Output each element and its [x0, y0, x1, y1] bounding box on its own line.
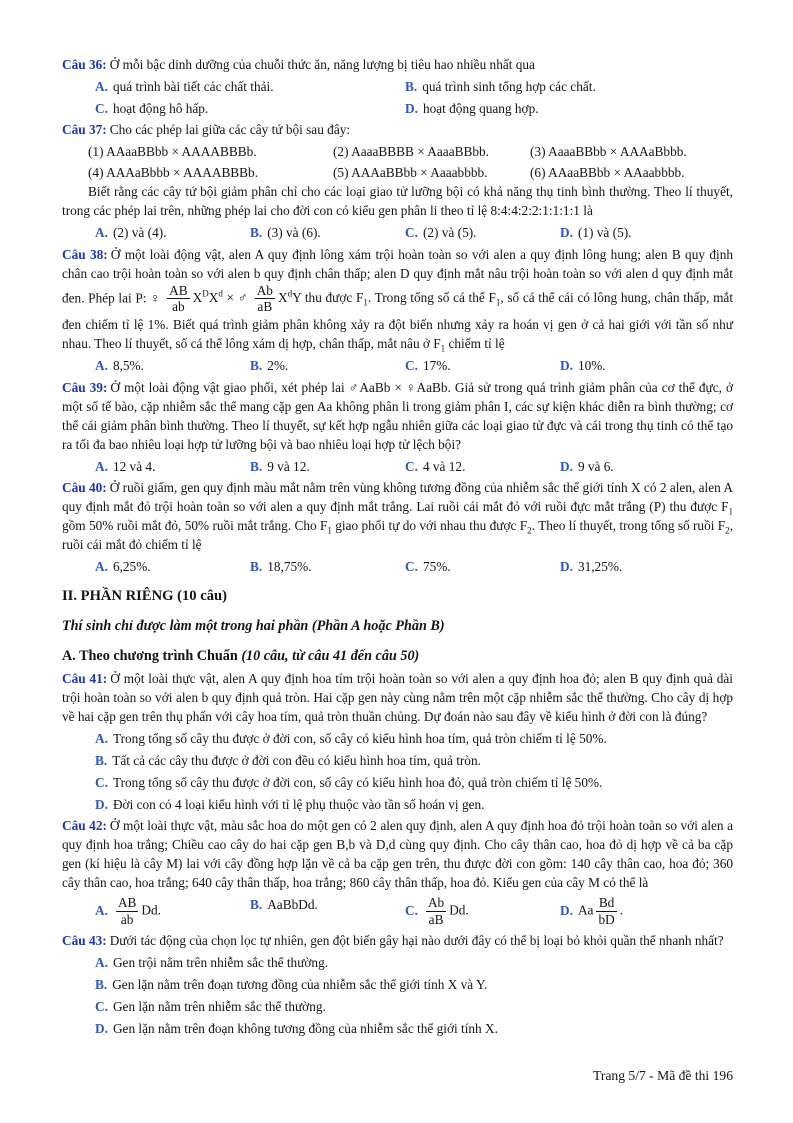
fraction-numerator: Ab	[427, 895, 445, 911]
option-40-a	[95, 557, 250, 576]
fraction-numerator: AB	[169, 282, 188, 298]
option-41-d	[62, 795, 733, 814]
option-text: Dd.	[141, 902, 161, 918]
question-37-text: Cho các phép lai giữa các cây tứ bội sau đây:	[109, 122, 351, 137]
question-39-stem	[62, 378, 733, 454]
option-text: Gen trội nằm trên nhiễm sắc thể thường.	[112, 954, 329, 970]
question-39-text: Ở một loài động vật giao phối, xét phép lai ♂AaBb × ♀AaBb. Giả sử trong quá trình giảm phân của cơ thể đực, ở một số tế bào, cặp nhiễm sắc thể mang cặp gen Aa không phân li trong giảm phân I, các sự kiện khác diễn ra bình thường; cơ thể cái giảm phân bình thường. Theo lí thuyết, sự kết hợp ngẫu nhiên giữa các loại giao tử đực và cái trong thụ tinh có thể tạo ra tối đa bao nhiêu loại hợp tử lưỡng bội và bao nhiêu loại hợp tử lệch bội?	[62, 379, 733, 452]
option-letter: A.	[95, 954, 108, 970]
option-text: Đời con có 4 loại kiểu hình với tỉ lệ phụ thuộc vào tần số hoán vị gen.	[112, 796, 485, 812]
question-39	[62, 378, 733, 476]
option-41-c	[62, 773, 733, 792]
option-letter: B.	[95, 752, 108, 768]
option-text: 8,5%.	[112, 358, 144, 374]
option-letter: B.	[250, 225, 263, 240]
option-letter: A.	[95, 225, 108, 240]
option-38-d	[560, 356, 733, 375]
fraction-denominator: ab	[172, 299, 185, 315]
option-37-c	[405, 223, 560, 242]
option-36-b	[405, 77, 733, 96]
question-37	[62, 120, 733, 242]
option-letter: C.	[405, 225, 418, 240]
option-letter: A.	[95, 730, 108, 746]
option-letter: C.	[95, 100, 108, 116]
question-41-text: Ở một loài thực vật, alen A quy định hoa tím trội hoàn toàn so với alen a quy định hoa đỏ; alen B quy định quả dài trội hoàn toàn so với alen b quy định quả tròn. Hai cặp gen này cùng nằm trên một cặp nhiễm sắc thể thường. Cho cây dị hợp về hai cặp gen trên thụ phấn với cây hoa tím, quả tròn thuần chủng. Dự đoán nào sau đây về kiểu hình ở đời con là đúng?	[62, 670, 733, 724]
option-42-c	[405, 895, 560, 928]
genotype-fraction	[255, 284, 275, 315]
question-36-options-row-1	[62, 77, 733, 96]
genotype-fraction	[116, 896, 138, 927]
option-text: 12 và 4.	[112, 458, 156, 474]
cross-item-4: (4) AAAaBbbb × AAAABBBb.	[88, 165, 259, 180]
option-text: 10%.	[577, 358, 606, 374]
question-43	[62, 931, 733, 1038]
question-36-stem	[62, 55, 733, 74]
option-43-b	[62, 975, 733, 994]
option-42-a	[95, 895, 250, 928]
fraction-denominator: bD	[598, 912, 615, 928]
question-38-stem	[62, 245, 733, 354]
question-37-options-row	[62, 223, 733, 242]
option-41-b	[62, 751, 733, 770]
option-43-a	[62, 953, 733, 972]
question-42	[62, 816, 733, 928]
option-letter: D.	[560, 458, 573, 474]
question-36	[62, 55, 733, 118]
option-text: 75%.	[422, 559, 451, 575]
option-letter: B.	[95, 976, 108, 992]
option-38-c	[405, 356, 560, 375]
option-letter: D.	[405, 100, 418, 116]
question-39-options-row	[62, 457, 733, 476]
question-36-text: Ở mỗi bậc dinh dưỡng của chuỗi thức ăn, năng lượng bị tiêu hao nhiều nhất qua	[109, 56, 535, 72]
option-42-d	[560, 895, 733, 928]
part-a-heading	[62, 646, 733, 666]
option-text: quá trình bài tiết các chất thải.	[112, 78, 274, 94]
cross-item-5: (5) AAAaBBbb × Aaaabbbb.	[333, 165, 488, 180]
option-letter: D.	[560, 225, 573, 240]
option-text: Gen lặn nằm trên đoạn tương đồng của nhiễm sắc thể giới tính X và Y.	[112, 976, 488, 992]
question-40-stem	[62, 478, 733, 554]
option-text: (2) và (4).	[112, 225, 167, 240]
option-letter: C.	[405, 358, 418, 374]
option-letter: A.	[95, 78, 108, 94]
option-letter: D.	[560, 559, 573, 575]
cross-item-6: (6) AAaaBBbb × AAaabbbb.	[530, 165, 685, 180]
option-letter: B.	[405, 78, 418, 94]
question-40-text: Ở ruồi giấm, gen quy định màu mắt nằm trên vùng không tương đồng của nhiễm sắc thể giới tính X có 2 alen, alen A quy định mắt đỏ trội hoàn toàn so với alen a quy định mắt trắng. Lai ruồi cái mắt đỏ với ruồi đực mắt trắng (P) thu được $F_1$ gồm 50% ruồi mắt đỏ, 50% ruồi mắt trắng. Cho $F_1$ giao phối tự do với nhau thu được $F_2$. Theo lí thuyết, trong tổng số ruồi $F_2$, ruồi cái mắt đỏ chiếm tỉ lệ	[62, 480, 734, 553]
option-text: quá trình sinh tổng hợp các chất.	[422, 78, 596, 94]
option-letter: A.	[95, 902, 108, 918]
question-41	[62, 669, 733, 814]
question-38-text-3: $X^dY$ thu được $F_1$. Trong tổng số cá thể $F_1$, số cá thể cái có lông hung, chân thấp, mắt đen chiếm tỉ lệ 1%. Biết quá trình giảm phân không xảy ra đột biến nhưng xảy ra hoán vị gen ở cả hai giới với tần số như nhau. Theo lí thuyết, số cá thể lông xám dị hợp, chân thấp, mắt nâu ở $F_1$ chiếm tỉ lệ	[62, 288, 734, 355]
question-38-text-1: Ở một loài động vật, alen A quy định lông xám trội hoàn toàn so với alen a quy định lông hung; alen B quy định chân cao trội hoàn toàn so với alen b quy định chân thấp; alen D quy định mắt nâu trội hoàn toàn so với alen d quy định mắt đen. Phép lai P: ♀	[62, 246, 733, 305]
option-letter: B.	[250, 559, 263, 575]
option-38-b	[250, 356, 405, 375]
question-38-label: Câu 38:	[62, 246, 108, 262]
option-39-b	[250, 457, 405, 476]
question-36-label: Câu 36:	[62, 56, 107, 72]
question-37-note: Biết rằng các cây tứ bội giảm phân chỉ cho các loại giao tử lưỡng bội có khả năng thụ tinh bình thường. Theo lí thuyết, trong các phép lai trên, những phép lai cho đời con có kiểu gen phân li theo tỉ lệ 8:4:4:2:2:1:1:1:1 là	[62, 184, 733, 218]
question-37-crosses-row-1	[62, 142, 733, 161]
fraction-numerator: Bd	[596, 896, 616, 912]
fraction-denominator: ab	[120, 912, 134, 928]
question-38	[62, 245, 733, 376]
option-text: 2%.	[267, 358, 289, 374]
question-42-options-row	[62, 895, 733, 928]
section-2-note: Thí sinh chỉ được làm một trong hai phần (Phần A hoặc Phần B)	[62, 618, 445, 635]
option-text: Gen lặn nằm trên nhiễm sắc thể thường.	[112, 998, 326, 1014]
option-37-a	[95, 223, 250, 242]
option-text: 17%.	[422, 358, 451, 374]
option-39-d	[560, 457, 733, 476]
genotype-fraction	[596, 896, 616, 927]
option-text: 18,75%.	[267, 559, 312, 575]
question-38-options-row	[62, 356, 733, 375]
fraction-denominator: aB	[428, 912, 444, 928]
option-38-a	[95, 356, 250, 375]
option-37-d	[560, 223, 733, 242]
option-41-a	[62, 729, 733, 748]
option-text: hoạt động hô hấp.	[112, 100, 209, 116]
option-letter: A.	[95, 358, 108, 374]
option-39-c	[405, 457, 560, 476]
option-text: 31,25%.	[577, 559, 623, 575]
question-43-text: Dưới tác động của chọn lọc tự nhiên, gen đột biến gây hại nào dưới đây có thể bị loại bỏ khỏi quần thể nhanh nhất?	[109, 932, 724, 948]
option-43-c	[62, 997, 733, 1016]
option-letter: C.	[95, 998, 108, 1014]
option-42-b	[250, 895, 405, 928]
question-40-label: Câu 40:	[62, 480, 107, 496]
option-text: Gen lặn nằm trên đoạn không tương đồng của nhiễm sắc thể giới tính X.	[112, 1020, 498, 1036]
question-43-stem	[62, 931, 733, 950]
option-text: Aa	[577, 902, 594, 918]
cross-item-3: (3) AaaaBBbb × AAAaBbbb.	[530, 143, 687, 159]
option-letter: D.	[95, 1020, 108, 1036]
question-38-text-2: $X^DX^d$ × ♂	[192, 288, 249, 305]
option-letter: A.	[95, 458, 108, 474]
genotype-fraction	[426, 896, 446, 927]
option-text: Tất cả các cây thu được ở đời con đều có kiểu hình hoa tím, quả tròn.	[112, 752, 481, 768]
page-footer: Trang 5/7 - Mã đề thi 196	[593, 1068, 733, 1083]
option-text: hoạt động quang hợp.	[422, 100, 539, 116]
option-letter: D.	[560, 358, 573, 374]
option-36-a	[95, 77, 405, 96]
option-letter: C.	[405, 559, 418, 575]
question-36-options-row-2	[62, 99, 733, 118]
question-41-stem	[62, 669, 733, 726]
option-36-d	[405, 99, 733, 118]
question-43-label: Câu 43:	[62, 932, 107, 948]
option-40-b	[250, 557, 405, 576]
question-39-label: Câu 39:	[62, 379, 108, 395]
cross-item-1: (1) AAaaBBbb × AAAABBBb.	[88, 143, 257, 159]
genotype-fraction	[167, 284, 189, 315]
option-text: .	[619, 902, 624, 918]
fraction-denominator: aB	[257, 299, 273, 315]
option-letter: A.	[95, 559, 108, 575]
option-text: Trong tổng số cây thu được ở đời con, số cây có kiểu hình hoa tím, quả tròn chiếm tỉ lệ 50%.	[112, 730, 607, 746]
question-40-options-row	[62, 557, 733, 576]
option-letter: B.	[250, 897, 263, 913]
question-37-stem	[62, 120, 733, 139]
option-letter: D.	[95, 796, 108, 812]
option-40-c	[405, 557, 560, 576]
option-text: (3) và (6).	[267, 225, 321, 240]
option-letter: D.	[560, 902, 573, 918]
option-letter: C.	[405, 902, 418, 918]
question-37-crosses-row-2	[62, 163, 733, 182]
question-42-label: Câu 42:	[62, 818, 107, 834]
option-text: (2) và (5).	[422, 225, 477, 240]
option-text: (1) và (5).	[577, 225, 632, 240]
question-41-label: Câu 41:	[62, 670, 108, 686]
option-text: 4 và 12.	[422, 458, 466, 474]
option-letter: B.	[250, 458, 263, 474]
fraction-numerator: Ab	[256, 282, 273, 298]
option-37-b	[250, 223, 405, 242]
option-letter: C.	[95, 774, 108, 790]
option-39-a	[95, 457, 250, 476]
option-text: 9 và 12.	[267, 458, 310, 474]
cross-item-2: (2) AaaaBBBB × AaaaBBbb.	[333, 143, 489, 159]
part-a-label: A. Theo chương trình Chuẩn	[62, 648, 238, 665]
option-40-d	[560, 557, 733, 576]
section-2-heading: II. PHẦN RIÊNG (10 câu)	[62, 588, 227, 605]
fraction-numerator: AB	[117, 895, 137, 911]
option-43-d	[62, 1019, 733, 1038]
option-text: Dd.	[449, 902, 469, 918]
part-a-detail: (10 câu, từ câu 41 đến câu 50)	[241, 648, 420, 665]
question-40	[62, 478, 733, 576]
question-42-stem	[62, 816, 733, 892]
option-text: AaBbDd.	[267, 897, 318, 913]
page-content	[62, 52, 733, 1038]
option-text: 6,25%.	[112, 559, 151, 575]
option-letter: B.	[250, 358, 263, 374]
option-text: 9 và 6.	[577, 458, 614, 474]
option-letter: C.	[405, 458, 418, 474]
question-37-label: Câu 37:	[62, 122, 107, 137]
option-text: Trong tổng số cây thu được ở đời con, số cây có kiểu hình hoa đỏ, quả tròn chiếm tỉ lệ 50%.	[112, 774, 603, 790]
question-42-text: Ở một loài thực vật, màu sắc hoa do một gen có 2 alen quy định, alen A quy định hoa đỏ trội hoàn toàn so với alen a quy định hoa trắng; Chiều cao cây do hai cặp gen B,b và D,d cùng quy định. Cho cây thân cao, hoa đỏ dị hợp về cả ba cặp gen (kí hiệu là cây M) lai với cây đồng hợp lặn về cả ba cặp gen trên, thu được đời con gồm: 140 cây thân cao, hoa đỏ; 360 cây thân cao, hoa trắng; 640 cây thân thấp, hoa trắng; 860 cây thân thấp, hoa đỏ. Kiểu gen của cây M có thể là	[62, 818, 733, 891]
option-36-c	[95, 99, 405, 118]
